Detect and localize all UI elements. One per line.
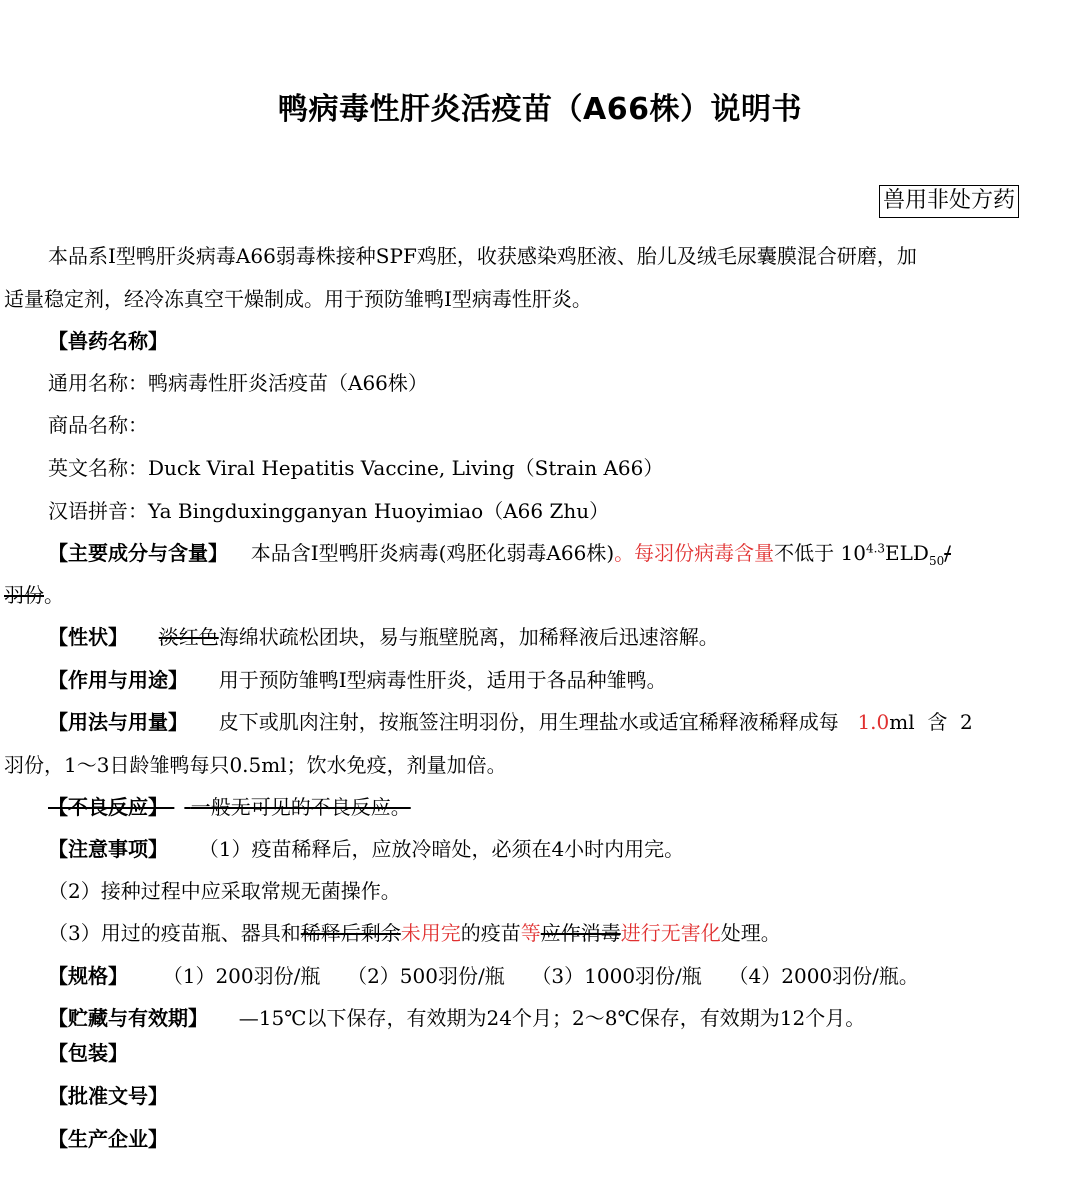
composition-exponent: 4.3 bbox=[865, 541, 886, 556]
intro-line-1: 本品系Ⅰ型鸭肝炎病毒A66弱毒株接种SPF鸡胚，收获感染鸡胚液、胎儿及绒毛尿囊膜混合研磨，加 bbox=[48, 244, 917, 268]
character-struck: 淡红色 bbox=[158, 625, 219, 649]
composition-unit: ELD bbox=[885, 541, 929, 565]
spec-item: （4）2000羽份/瓶。 bbox=[728, 964, 919, 988]
precaution-item-3-struck-2: 应作消毒 bbox=[540, 921, 621, 945]
spec-item: （2）500羽份/瓶 bbox=[347, 964, 505, 988]
precaution-item-3-text: （3）用过的疫苗瓶、器具和 bbox=[48, 921, 301, 945]
drug-name-heading: 【兽药名称】 bbox=[48, 329, 168, 353]
adverse-heading: 【不良反应】 bbox=[48, 795, 168, 819]
precautions-heading: 【注意事项】 bbox=[48, 837, 168, 861]
precaution-item-3-red-1: 未用完 bbox=[400, 921, 461, 945]
precaution-item-1: （1）疫苗稀释后，应放冷暗处，必须在4小时内用完。 bbox=[198, 837, 685, 861]
precaution-item-3-text-3: 处理。 bbox=[720, 921, 781, 945]
dosage-text-2: ml 含 2 bbox=[889, 710, 973, 734]
pinyin-name: 汉语拼音：Ya Bingduxingganyan Huoyimiao（A66 Zhu） bbox=[48, 499, 610, 523]
dosage-line-2: 羽份，1～3日龄雏鸭每只0.5ml；饮水免疫，剂量加倍。 bbox=[4, 753, 507, 777]
precaution-item-3-struck-1: 稀释后剩余 bbox=[300, 921, 401, 945]
composition-line-2 bbox=[4, 582, 64, 608]
composition-line-1 bbox=[48, 540, 951, 566]
precautions-line-1 bbox=[48, 836, 684, 862]
manufacturer-heading: 【生产企业】 bbox=[48, 1127, 168, 1151]
character-heading: 【性状】 bbox=[48, 625, 128, 649]
dosage-text: 皮下或肌肉注射，按瓶签注明羽份，用生理盐水或适宜稀释液稀释成每 bbox=[218, 710, 839, 734]
generic-name: 通用名称：鸭病毒性肝炎活疫苗（A66株） bbox=[48, 371, 428, 395]
document-title: 鸭病毒性肝炎活疫苗（A66株）说明书 bbox=[278, 92, 802, 127]
otc-badge: 兽用非处方药 bbox=[879, 185, 1019, 218]
composition-subscript: 50 bbox=[928, 554, 945, 568]
composition-red-text: 。每羽份病毒含量 bbox=[614, 541, 775, 565]
intro-line-2: 适量稳定剂，经冷冻真空干燥制成。用于预防雏鸭Ⅰ型病毒性肝炎。 bbox=[4, 287, 592, 311]
precaution-item-3-red-3: 进行无害化 bbox=[620, 921, 721, 945]
packaging-heading: 【包装】 bbox=[48, 1041, 128, 1065]
composition-text-2: 不低于 10 bbox=[774, 541, 866, 565]
indication-heading: 【作用与用途】 bbox=[48, 668, 188, 692]
dosage-heading: 【用法与用量】 bbox=[48, 710, 188, 734]
character-line bbox=[48, 624, 719, 650]
composition-slash: / bbox=[944, 541, 951, 565]
composition-end: 。 bbox=[44, 583, 64, 607]
precaution-item-3-red-2: 等 bbox=[520, 921, 541, 945]
composition-heading: 【主要成分与含量】 bbox=[48, 541, 228, 565]
precaution-item-3-text-2: 的疫苗 bbox=[460, 921, 521, 945]
adverse-line bbox=[48, 794, 411, 820]
dosage-red-value: 1.0 bbox=[857, 710, 890, 734]
spec-item: （1）200羽份/瓶 bbox=[162, 964, 321, 988]
dosage-line-1 bbox=[48, 709, 973, 735]
spec-heading: 【规格】 bbox=[48, 964, 128, 988]
composition-struck-unit: 羽份 bbox=[4, 583, 44, 607]
storage-heading: 【贮藏与有效期】 bbox=[48, 1006, 208, 1030]
spec-line bbox=[48, 963, 919, 989]
spec-item: （3）1000羽份/瓶 bbox=[531, 964, 702, 988]
trade-name: 商品名称： bbox=[48, 413, 148, 437]
approval-heading: 【批准文号】 bbox=[48, 1084, 168, 1108]
storage-line bbox=[48, 1005, 865, 1031]
indication-text: 用于预防雏鸭Ⅰ型病毒性肝炎，适用于各品种雏鸭。 bbox=[218, 668, 667, 692]
adverse-text: 一般无可见的不良反应。 bbox=[190, 795, 411, 819]
composition-text: 本品含Ⅰ型鸭肝炎病毒(鸡胚化弱毒A66株) bbox=[250, 541, 615, 565]
precaution-item-2: （2）接种过程中应采取常规无菌操作。 bbox=[48, 879, 401, 903]
precaution-item-3 bbox=[48, 920, 781, 946]
english-name: 英文名称：Duck Viral Hepatitis Vaccine, Living（Strain A66） bbox=[48, 456, 664, 480]
character-text: 海绵状疏松团块，易与瓶壁脱离，加稀释液后迅速溶解。 bbox=[218, 625, 719, 649]
indication-line bbox=[48, 667, 667, 693]
storage-text: —15℃以下保存，有效期为24个月；2～8℃保存，有效期为12个月。 bbox=[238, 1006, 866, 1030]
